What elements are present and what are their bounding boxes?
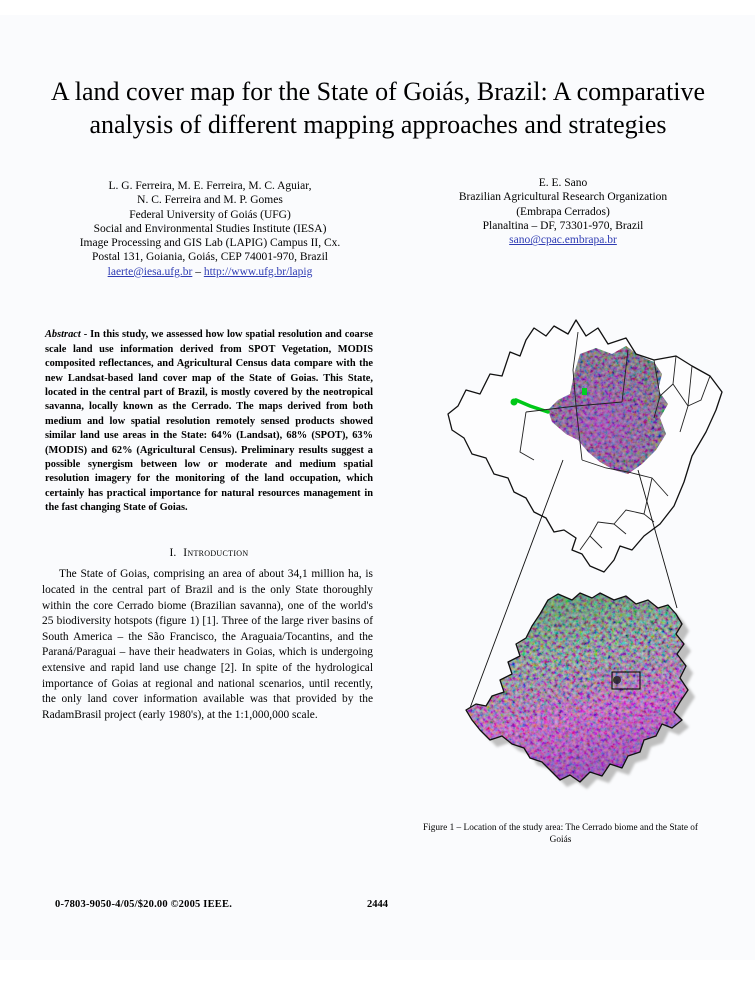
section-heading-introduction bbox=[45, 547, 373, 559]
df-dark-spot bbox=[613, 676, 621, 684]
section-title: Introduction bbox=[183, 546, 249, 559]
author-names-line: L. G. Ferreira, M. E. Ferreira, M. C. Aguiar, bbox=[108, 180, 312, 192]
author-name: E. E. Sano bbox=[538, 177, 588, 189]
email-link-left[interactable]: laerte@iesa.ufg.br bbox=[107, 265, 193, 278]
abstract-label: Abstract bbox=[45, 329, 81, 341]
abstract-text: - In this study, we assessed how low spatial resolution and coarse scale land use information derived from SPOT Vegetation, MODIS composited reflectances, and Agricultural Census data compare with the new Landsat-based land cover map of the State of Goias. This State, located in the central part of Brazil, is mostly covered by the neotropical savanna, locally known as the Cerrado. The maps derived from both medium and low spatial resolution remotely sensed products showed similar land use areas in the State: 64% (Landsat), 68% (SPOT), 63% (MODIS) and 62% (Agricultural Census). Preliminary results suggest a possible synergism between low or moderate and medium spatial resolution imagery for the monitoring of the land occupation, which certainly has practical importance for natural resources management in the fast changing State of Goias. bbox=[45, 329, 373, 514]
contact-line bbox=[45, 265, 375, 279]
section-number: I. bbox=[169, 546, 177, 559]
author-block-left bbox=[45, 179, 375, 279]
goias-satellite-image bbox=[466, 593, 688, 782]
affiliation-line: (Embrapa Cerrados) bbox=[516, 205, 610, 218]
figure-caption: Figure 1 – Location of the study area: The Cerrado biome and the State of Goiás bbox=[422, 823, 699, 845]
affiliation-line: Social and Environmental Studies Institute (IESA) bbox=[93, 222, 327, 235]
affiliation-line: Image Processing and GIS Lab (LAPIG) Campus II, Cx. bbox=[79, 237, 341, 250]
email-link-right[interactable]: sano@cpac.embrapa.br bbox=[509, 234, 617, 247]
affiliation-line: Federal University of Goiás (UFG) bbox=[129, 208, 291, 221]
page-number: 2444 bbox=[367, 899, 388, 910]
contact-line bbox=[398, 233, 728, 247]
figure-1 bbox=[430, 310, 732, 824]
study-area-map-figure bbox=[430, 310, 732, 824]
abstract-paragraph bbox=[45, 328, 373, 515]
affiliation-line: Planaltina – DF, 73301-970, Brazil bbox=[482, 219, 644, 232]
copyright-notice: 0-7803-9050-4/05/$20.00 ©2005 IEEE. bbox=[55, 899, 233, 910]
paper-title: A land cover map for the State of Goiás, Brazil: A comparative analysis of different mapping approaches and strategies bbox=[50, 77, 706, 140]
introduction-paragraph: The State of Goias, comprising an area of about 34,1 million ha, is located in the central part of Brazil and is the only State thoroughly within the core Cerrado biome (Brazilian savanna), one of the world's 25 biodiversity hotspots (figure 1) [1]. Three of the large river basins of South America – the São Francisco, the Araguaia/Tocantins, and the Paraná/Paraguai – have their headwaters in Goias, which is undergoing extensive and rapid land use change [2]. In spite of the hydrological importance of Goias at regional and national scenarios, until recently, the only land cover information available was that provided by the RadamBrasil project (early 1980's), at the 1:1,000,000 scale. bbox=[42, 568, 373, 721]
affiliation-line: Brazilian Agricultural Research Organization bbox=[458, 191, 668, 204]
author-block-right bbox=[398, 176, 728, 247]
author-names-line: N. C. Ferreira and M. P. Gomes bbox=[137, 194, 283, 207]
affiliation-line: Postal 131, Goiania, Goiás, CEP 74001-970, Brazil bbox=[92, 251, 328, 264]
website-link[interactable]: http://www.ufg.br/lapig bbox=[203, 265, 313, 278]
link-separator: – bbox=[192, 265, 204, 278]
